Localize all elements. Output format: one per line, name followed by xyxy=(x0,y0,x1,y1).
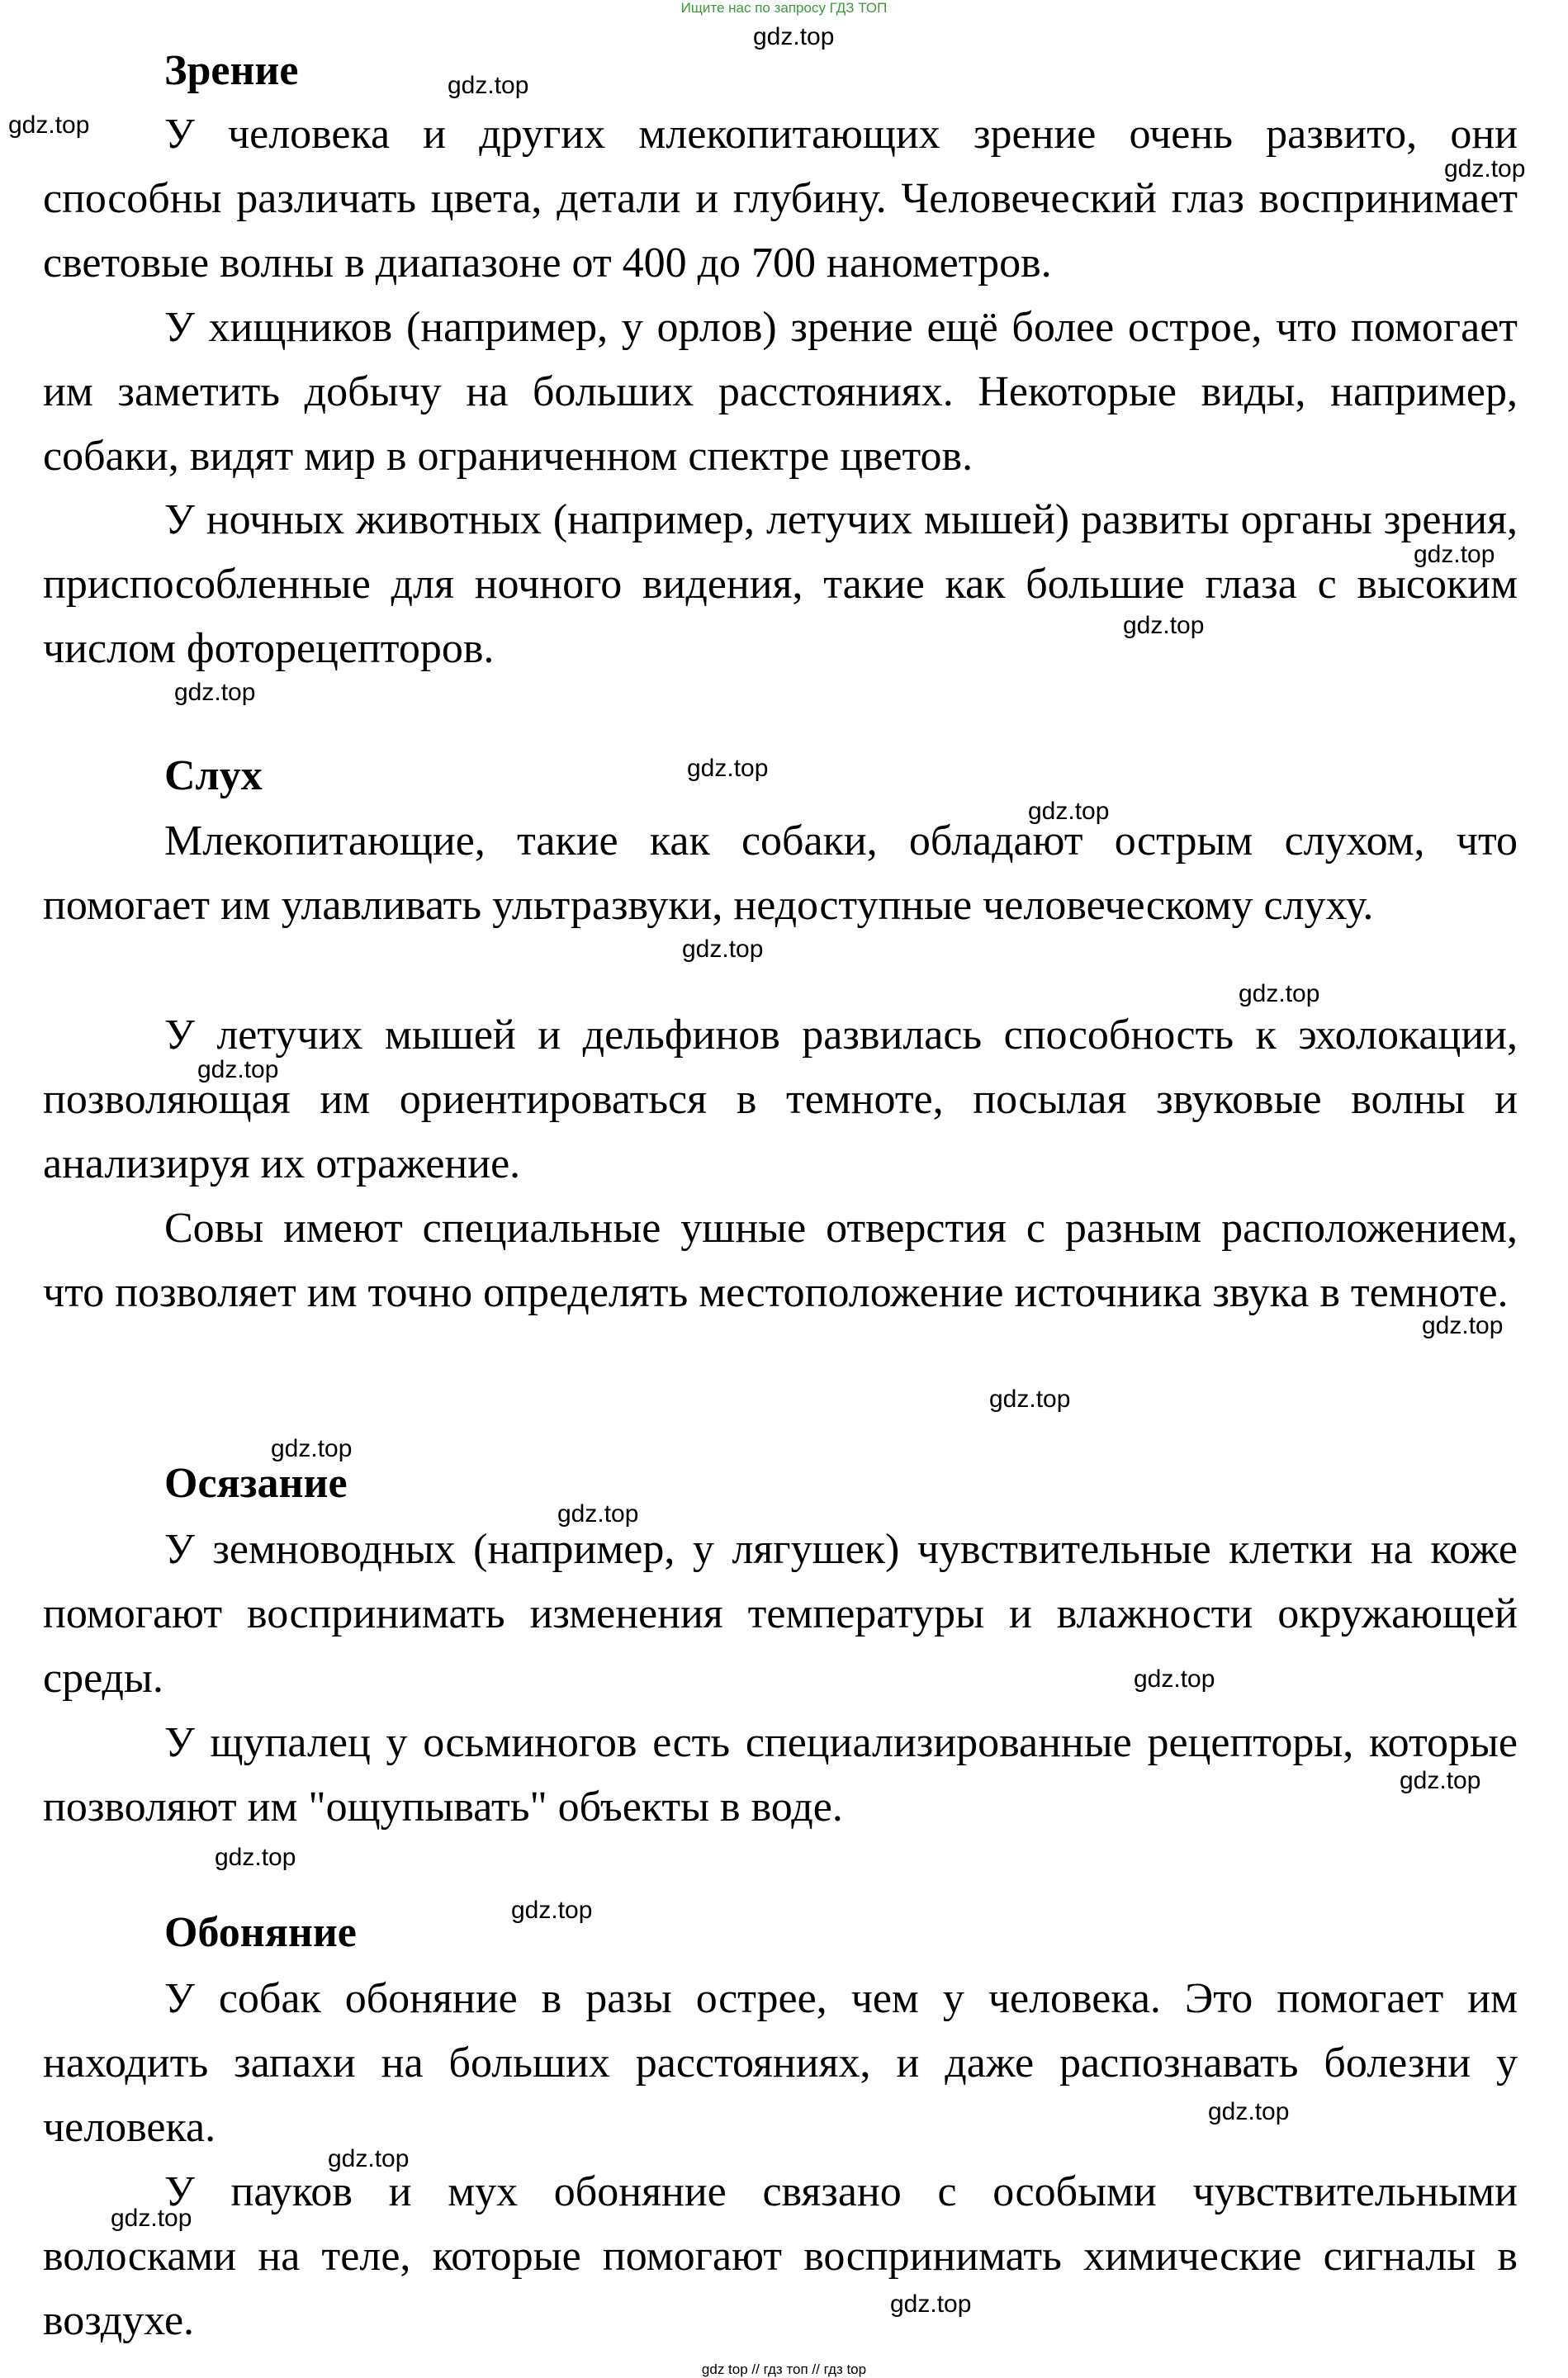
watermark: gdz.top xyxy=(557,1500,639,1528)
watermark: gdz.top xyxy=(1239,980,1320,1007)
section-heading-hearing: Слух xyxy=(164,752,263,799)
watermark: gdz.top xyxy=(753,23,835,50)
paragraph: У человека и других млекопитающих зрение очень развито, они способны различать цвета, детали и глубину. Человеческий глаз воспринимает световые волны в диапазоне от 400 до 700 нанометров. xyxy=(43,111,1518,287)
watermark: gdz.top xyxy=(687,755,769,782)
paragraph: У земноводных (например, у лягушек) чувствительные клетки на коже помогают воспринимать изменения температуры и влажности окружающей среды. xyxy=(43,1526,1518,1702)
watermark: gdz.top xyxy=(111,2205,192,2232)
watermark: gdz.top xyxy=(1444,155,1526,182)
paragraph: У ночных животных (например, летучих мышей) развиты органы зрения, приспособленные для ночного видения, такие как большие глаза с высоким числом фоторецепторов. xyxy=(43,496,1518,672)
footer[interactable]: gdz top // гдз топ // гдз top xyxy=(701,2361,867,2377)
section-heading-vision: Зрение xyxy=(164,47,299,94)
watermark: gdz.top xyxy=(197,1056,279,1083)
watermark: gdz.top xyxy=(1422,1312,1504,1339)
section-heading-smell: Обоняние xyxy=(164,1909,357,1956)
watermark: gdz.top xyxy=(1134,1665,1215,1693)
watermark: gdz.top xyxy=(1123,612,1205,639)
watermark: gdz.top xyxy=(1400,1767,1481,1794)
paragraph: Совы имеют специальные ушные отверстия с разным расположением, что позволяет им точно определять местоположение источника звука в темноте. xyxy=(43,1205,1518,1316)
paragraph: У хищников (например, у орлов) зрение ещё более острое, что помогает им заметить добычу на больших расстояниях. Некоторые виды, например, собаки, видят мир в ограниченном спектре цветов. xyxy=(43,304,1518,480)
watermark: gdz.top xyxy=(890,2290,972,2318)
watermark: gdz.top xyxy=(682,936,764,963)
watermark: gdz.top xyxy=(511,1897,593,1924)
top-banner[interactable]: Ищите нас по запросу ГДЗ ТОП xyxy=(680,0,888,16)
watermark: gdz.top xyxy=(8,111,90,139)
paragraph: У пауков и мух обоняние связано с особыми чувствительными волосками на теле, которые помогают воспринимать химические сигналы в воздухе. xyxy=(43,2168,1518,2344)
watermark: gdz.top xyxy=(215,1844,296,1871)
paragraph: У летучих мышей и дельфинов развилась способность к эхолокации, позволяющая им ориентироваться в темноте, посылая звуковые волны и анализируя их отражение. xyxy=(43,1011,1518,1187)
watermark: gdz.top xyxy=(328,2145,410,2172)
paragraph: У собак обоняние в разы острее, чем у человека. Это помогает им находить запахи на больших расстояниях, и даже распознавать болезни у человека. xyxy=(43,1975,1518,2151)
watermark: gdz.top xyxy=(448,72,529,99)
section-heading-touch: Осязание xyxy=(164,1460,348,1507)
watermark: gdz.top xyxy=(989,1386,1071,1413)
paragraph: Млекопитающие, такие как собаки, обладают острым слухом, что помогает им улавливать ультразвуки, недоступные человеческому слуху. xyxy=(43,817,1518,929)
watermark: gdz.top xyxy=(271,1435,353,1462)
watermark: gdz.top xyxy=(1414,541,1495,568)
paragraph: У щупалец у осьминогов есть специализированные рецепторы, которые позволяют им "ощупывать" объекты в воде. xyxy=(43,1719,1518,1831)
watermark: gdz.top xyxy=(1208,2098,1290,2125)
watermark: gdz.top xyxy=(1028,798,1110,825)
watermark: gdz.top xyxy=(174,679,256,706)
